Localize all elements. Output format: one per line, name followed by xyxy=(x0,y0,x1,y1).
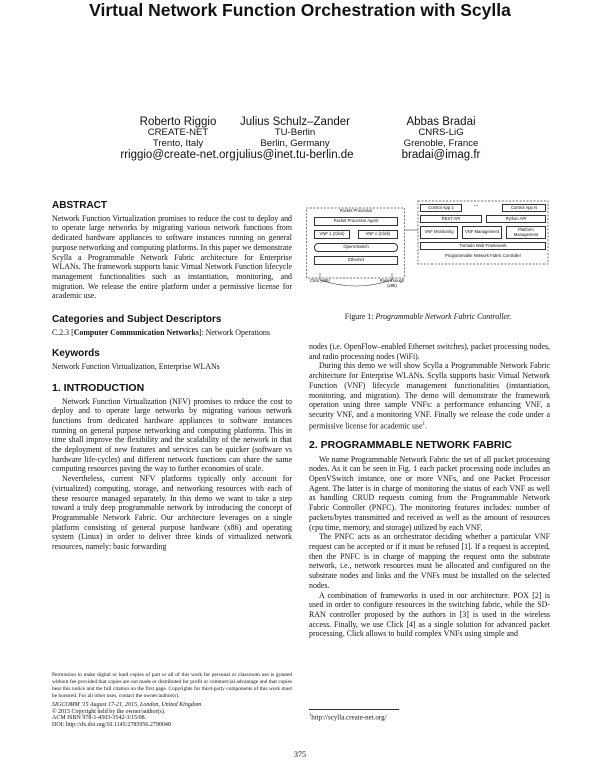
author-affiliation: CNRS-LiG xyxy=(418,127,464,138)
doi-line: DOI: http://dx.doi.org/10.1145/2785956.2790040 xyxy=(52,722,171,729)
author-name: Abbas Bradai xyxy=(406,116,476,128)
click-x86-label: Click (x86) xyxy=(310,278,330,283)
footnote-rule xyxy=(309,709,399,710)
figure-caption xyxy=(306,312,550,321)
figure-caption-text: Programmable Network Fabric Controller. xyxy=(375,312,512,321)
copyright-line: © 2015 Copyright held by the owner/author(s). xyxy=(52,708,166,715)
author-affiliation: CREATE-NET xyxy=(147,127,209,138)
control-app-n-box: Control App N xyxy=(502,204,546,212)
author-location: Grenoble, France xyxy=(403,137,479,149)
author-affiliation: TU-Berlin xyxy=(274,127,316,138)
figure-1-diagram xyxy=(306,200,550,290)
openvswitch-box: OpenVSwitch xyxy=(314,243,398,252)
categories-rest: ]: Network Operations xyxy=(198,327,270,337)
ethernet-box: Ethernet xyxy=(314,256,398,265)
intro-paragraph-1: Network Function Virtualization (NFV) promises to reduce the cost to deploy and to operate large networks by migrating various network functions from dedicated hardware appliances to software instances running on general purpose networking and computing platforms. This in time shall improve the flexibility and the scalability of the network in that the deployment of new features and services can be quicker (software vs hardware life-cycles) and different network functions can share the same computing resources paving the way to further economies of scale. xyxy=(52,396,292,474)
pnfc-label: Programmable Network Fabric Controller xyxy=(444,253,522,258)
author-name: Roberto Riggio xyxy=(139,116,217,128)
vnf-1-box: VNF 1 (Click) xyxy=(314,230,350,239)
footnote-link[interactable]: http://scylla.create-net.org/ xyxy=(311,713,387,722)
right-paragraph-4: A combination of frameworks is used in our architecture. POX [2] is used in order to configure resources in the switching fabric, while the SD-RAN controller proposed by the authors in [3] is used in the wireless access. Finally, we use Click [4] as a single solution for advanced packet processing. Click allows to build complex VNFs using simple and xyxy=(309,590,550,639)
abstract-heading: ABSTRACT xyxy=(52,200,107,211)
paper-title: Virtual Network Function Orchestration with Scylla xyxy=(89,0,511,20)
vnf-monitoring-box: VNF Monitoring xyxy=(420,226,458,239)
vnf-n-box: VNF n (Click) xyxy=(358,230,398,239)
author-email: bradai@imag.fr xyxy=(401,149,481,161)
author-location: Trento, Italy xyxy=(152,137,204,149)
footnote-url xyxy=(309,712,387,721)
intro-paragraph-2: Nevertheless, current NFV platforms typically only account for (virtualized) computing, storage, and networking resources with each of these resource managed separately. In this demo we want to take a step toward a truly deep programmable network by introducing the concept of Programmable Network Fabric. Our architecture leverages on a single platform consisting of general purpose hardware (x86) and operating system (Linux) in order to deliver three kinds of virtualized network resources, namely: basic forwarding xyxy=(52,474,292,552)
footnote-marker: 1 xyxy=(422,421,425,427)
permission-text: Permission to make digital or hard copies of part or all of this work for personal or classroom use is granted without fee provided that copies are not made or distributed for profit or commercial advantage and that copies bear this notice and the full citation on the first page. Copyrights for third-party components of this work must be honored. For all other uses, contact the owner/author(s). xyxy=(52,672,292,699)
author-email: rriggio@create-net.org xyxy=(120,149,236,161)
vnf-management-box: VNF Management xyxy=(462,226,502,239)
categories-heading: Categories and Subject Descriptors xyxy=(52,314,222,326)
abstract-text: Network Function Virtualization promises to reduce the cost to deploy and to operate large networks by migrating various network functions from dedicated hardware appliances to software instances running on general purpose networking and computing platforms. In this paper we demonstrate Scylla a Programmable Network Fabric architecture for Enterprise WLANs. The framework supports basic Virtual Network Function lifecycle management functionalities such as instantiation, monitoring, and migration. We release the entire platform under a permissive license for academic use. xyxy=(52,213,292,301)
page-number: 375 xyxy=(294,750,306,759)
tornado-box: Tornado Web Framework xyxy=(420,242,546,250)
right-paragraph-2: We name Programmable Network Fabric the set of all packet processing nodes. As it can be seen in Fig. 1 each packet processing node includes an OpenVSwitch instance, one or more VNFs, and one Packet Processor Agent. The latter is in charge of monitoring the status of each VNF as well as handling CRUD requests coming from the Programmable Network Fabric Controller (PNFC). The monitoring features includes: number of packets/bytes transmitted and received as well as the amount of resources (cpu time, memory, and storage) utilized by each VNF. xyxy=(309,454,550,532)
copyright-notice xyxy=(52,672,292,729)
demo-text: During this demo we will show Scylla a Programmable Network Fabric architecture for Enterprise WLANs. Scylla supports basic Virtual Network Function (VNF) lifecycle management functionalities (instantiation, monitoring, and migration). The demo will demonstrate the framework operation using three sample VNFs: a performance enhancing VNF, a security VNF, and a monitoring VNF. Finally we release the code under a permissive license for academic use xyxy=(309,361,550,431)
intro-heading: 1. INTRODUCTION xyxy=(52,381,145,394)
categories-text xyxy=(52,328,292,338)
platform-management-box: Platform Management xyxy=(506,226,546,239)
python-api-box: Python API xyxy=(486,215,546,223)
ellipsis-label: ... xyxy=(473,202,479,208)
packet-processor-agent-box: Packet Processor Agent xyxy=(314,217,398,226)
author-name: Julius Schulz–Zander xyxy=(240,116,350,128)
right-paragraph-0: nodes (i.e. OpenFlow–enabled Ethernet switches), packet processing nodes, and radio processing nodes (WiFi). xyxy=(309,342,550,361)
author-block xyxy=(356,116,526,162)
right-paragraph-1: During this demo we will show Scylla a Programmable Network Fabric architecture for Enterprise WLANs. Scylla supports basic Virtual Network Function (VNF) lifecycle management functionalities (instantiation, monitoring, and migration). The demo will demonstrate the framework operation using three sample VNFs: a performance enhancing VNF, a security VNF, and a monitoring VNF. Finally we release the code under a permissive license for academic use$^1$. xyxy=(309,361,550,431)
section-2-heading: 2. PROGRAMMABLE NETWORK FABRIC xyxy=(309,438,512,451)
packet-processor-label: Packet Processor xyxy=(339,208,373,213)
figure-caption-label: Figure 1: xyxy=(344,312,374,321)
right-column xyxy=(309,342,550,639)
conference-line: SIGCOMM '15 August 17-21, 2015, London, United Kingdom xyxy=(52,701,202,708)
isbn-line: ACM ISBN 978-1-4503-3542-3/15/08. xyxy=(52,715,147,722)
footnote-number: 1 xyxy=(309,712,312,717)
keywords-text: Network Function Virtualization, Enterprise WLANs xyxy=(52,362,220,372)
left-column xyxy=(52,201,292,552)
rest-api-box: REST API xyxy=(420,215,482,223)
control-app-1-box: Control App 1 xyxy=(420,204,462,212)
author-block xyxy=(210,116,380,162)
categories-code: C.2.3 [ xyxy=(52,327,74,337)
right-paragraph-3: The PNFC acts as an orchestrator deciding whether a particular VNF request can be accepted or if it must be refused [1]. If a request is accepted, then the PNFC is in charge of mapping the request onto the substrate network, i.e., network resources must be allocated and configured on the substrate nodes and links and the VNFs must be installed on the selected nodes. xyxy=(309,532,550,590)
pass-through-label: Pass through (x86) xyxy=(379,278,405,288)
author-location: Berlin, Germany xyxy=(260,137,330,149)
author-email: julius@inet.tu-berlin.de xyxy=(236,149,354,161)
keywords-heading: Keywords xyxy=(52,348,100,360)
categories-bold: Computer Communication Networks xyxy=(73,327,199,337)
